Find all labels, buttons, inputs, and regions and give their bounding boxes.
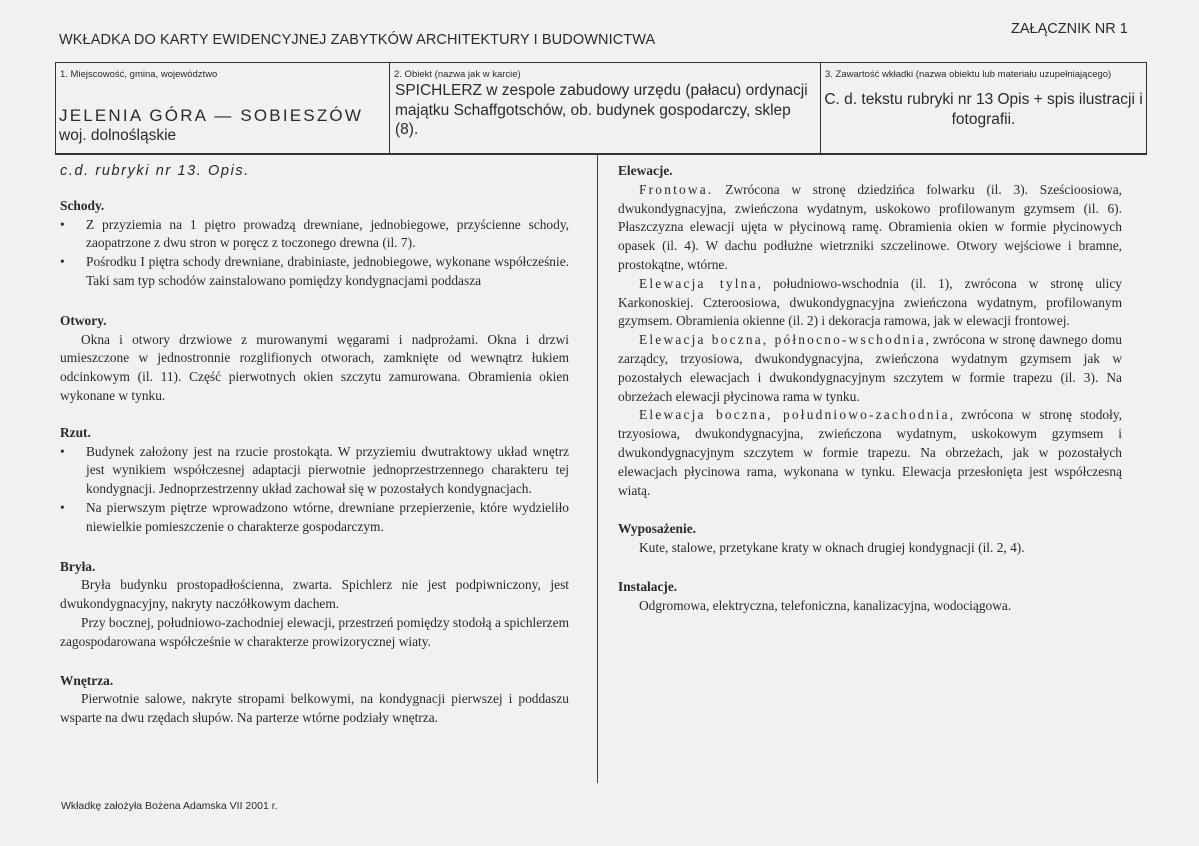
instalacje-text: Odgromowa, elektryczna, telefoniczna, kanalizacyjna, wodociągowa.	[639, 597, 1012, 613]
bullet-icon: •	[60, 443, 65, 459]
list-item-text: Na pierwszym piętrze wprowadzono wtórne, drewniane przepierzenie, które wydzieliło niewielkie pomieszczenie o charakterze gospodarczym.	[86, 499, 569, 534]
object-label: 2. Obiekt (nazwa jak w karcie)	[394, 69, 521, 80]
elevation-rear-label: Elewacja tylna	[639, 275, 758, 291]
elevation-ne-label: Elewacja boczna, północno-wschodnia	[639, 332, 926, 348]
list-item-text: Z przyziemia na 1 piętro prowadzą drewniane, jednobiegowe, przyścienne schody, zaopatrzone z dwu stron w poręcz z toczonego drewna (il. 7).	[86, 216, 569, 251]
content-cell	[821, 63, 1146, 153]
rzut-list	[60, 443, 569, 537]
list-item	[60, 443, 569, 499]
location-label: 1. Miejscowość, gmina, województwo	[60, 69, 218, 80]
bryla-text-1: Bryła budynku prostopadłościenna, zwarta. Spichlerz nie jest podpiwniczony, jest dwukondygnacyjny, nakryty naczółkowym dachem.	[60, 577, 569, 612]
wnetrza-text: Pierwotnie salowe, nakryte stropami belkowymi, na kondygnacji pierwszej i poddaszu wsparte na dwu rzędach słupów. Na parterze wtórne podziały wnętrza.	[60, 691, 569, 726]
location-cell	[56, 63, 390, 153]
location-town: JELENIA GÓRA — SOBIESZÓW	[59, 106, 364, 125]
wyposazenie-text: Kute, stalowe, przetykane kraty w oknach drugiej kondygnacji (il. 2, 4).	[639, 540, 1025, 556]
section-heading-rzut: Rzut.	[60, 424, 91, 440]
bullet-icon: •	[60, 499, 65, 515]
content-description: C. d. tekstu rubryki nr 13 Opis + spis ilustracji i fotografii.	[824, 91, 1143, 128]
elevation-front-label: Frontowa.	[639, 181, 714, 197]
elevation-front-text: Zwrócona w stronę dziedzińca folwarku (il. 3). Sześcioosiowa, dwukondygnacyjna, zwieńczona wydatnym, uskokowo profilowanym gzymsem (il. 6). Płaszczyzna elewacji ujęta w płycinową ramę. Obramienia okien w formie płycinowych opasek (il. 4). W dachu podłużne wietrzniki szczelinowe. Otwory wejściowe i bramne, prostokątne, wtórne.	[618, 181, 1122, 272]
right-column	[618, 162, 1122, 616]
object-name: SPICHLERZ w zespole zabudowy urzędu (pałacu) ordynacji majątku Schaffgotschów, ob. budynek gospodarczy, sklep (8).	[395, 82, 808, 138]
annex-label: ZAŁĄCZNIK NR 1	[1011, 21, 1128, 37]
page-title: WKŁADKA DO KARTY EWIDENCYJNEJ ZABYTKÓW ARCHITEKTURY I BUDOWNICTWA	[59, 32, 656, 48]
list-item-text: Budynek założony jest na rzucie prostokąta. W przyziemiu dwutraktowy układ wnętrz jest wynikiem współczesnej adaptacji pierwotnie jednoprzestrzennego charakteru tej kondygnacji. Jednoprzestrzenny układ zachował się w pozostałych kondygnacjach.	[86, 443, 569, 497]
elevation-ne	[618, 331, 1122, 406]
list-item-text: Pośrodku I piętra schody drewniane, drabiniaste, jednobiegowe, wykonane współcześnie. Taki sam typ schodów zainstalowano pomiędzy kondygnacjami poddasza	[86, 254, 569, 288]
list-item	[60, 216, 569, 254]
section-heading-schody: Schody.	[60, 197, 105, 213]
section-heading-elewacje: Elewacje.	[618, 163, 673, 178]
bullet-icon: •	[60, 254, 65, 270]
section-heading-instalacje: Instalacje.	[618, 578, 678, 594]
elevation-sw	[618, 406, 1122, 500]
elevation-sw-label: Elewacja boczna, południowo-zachodnia	[639, 407, 950, 423]
object-cell	[390, 63, 821, 153]
section-heading-wyposazenie: Wyposażenie.	[618, 521, 696, 537]
elevation-rear-text: , południowo-wschodnia (il. 1), zwrócona w stronę ulicy Karkonoskiej. Czteroosiowa, dwukondygnacyjna zwieńczona wydatnym, profilowanym gzymsem. Obramienia okienne (il. 2) i dekoracja ramowa, jak w elewacji frontowej.	[618, 275, 1122, 329]
elevation-sw-text: , zwrócona w stronę stodoły, trzyosiowa, dwukondygnacyjna, zwieńczona wydatnym, uskokowym gzymsem i dwukondygnacyjnym szczytem w formie trapezu. Na obrzeżach, jak w pozostałych elewacjach płycinowa rama, wykonana w tynku. Elewacja przesłonięta jest współczesną wiatą.	[618, 407, 1123, 498]
elevation-ne-text: , zwrócona w stronę dawnego domu zarządcy, trzyosiowa, dwukondygnacyjna, zwieńczona wydatnym gzymsem jak w pozostałych elewacjach i dwukondygnacyjnym szczytem w formie trapezu (il. 3). Na obrzeżach elewacji płycinowa rama w tynku.	[618, 332, 1122, 404]
elevation-rear	[618, 275, 1122, 331]
bullet-icon: •	[60, 216, 65, 232]
elevation-front	[618, 181, 1122, 275]
section-heading-wnetrza: Wnętrza.	[60, 672, 114, 688]
otwory-text: Okna i otwory drzwiowe z murowanymi węgarami i nadprożami. Okna i drzwi umieszczone w jednostronnie rozglifionych otworach, zamknięte od wewnątrz łukiem odcinkowym (il. 11). Część pierwotnych okien szczytu zamurowana. Obramienia okien wykonane w tynku.	[60, 331, 569, 403]
content-label: 3. Zawartość wkładki (nazwa obiektu lub materiału uzupełniającego)	[825, 69, 1112, 80]
footer-note: Wkładkę założyła Bożena Adamska VII 2001 r.	[61, 800, 278, 812]
column-divider	[597, 155, 598, 783]
schody-list	[60, 216, 569, 291]
header-table	[55, 62, 1147, 155]
continuation-heading: c.d. rubryki nr 13. Opis.	[60, 163, 250, 179]
list-item	[60, 499, 569, 537]
section-heading-otwory: Otwory.	[60, 312, 107, 328]
list-item	[60, 253, 569, 291]
left-column	[60, 162, 569, 728]
bryla-text-2: Przy bocznej, południowo-zachodniej elewacji, przestrzeń pomiędzy stodołą a spichlerzem zagospodarowana współcześnie w charakterze prowizorycznej wiaty.	[60, 614, 569, 649]
location-region: woj. dolnośląskie	[59, 127, 177, 144]
section-heading-bryla: Bryła.	[60, 558, 96, 574]
